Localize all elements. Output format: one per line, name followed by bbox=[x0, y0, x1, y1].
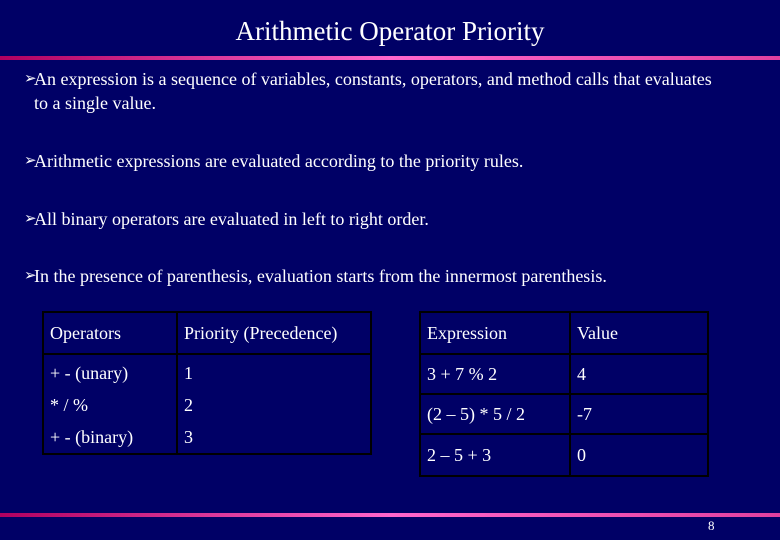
table-row bbox=[43, 354, 371, 454]
table-row bbox=[420, 434, 708, 476]
operator-group: + - (binary) bbox=[50, 427, 134, 447]
priorities-cell bbox=[177, 354, 371, 454]
value-cell: 4 bbox=[570, 354, 708, 394]
table-header-row bbox=[43, 312, 371, 354]
column-header-operators: Operators bbox=[43, 312, 177, 354]
page-number: 8 bbox=[708, 518, 715, 533]
bullet-text: Arithmetic expressions are evaluated according to the priority rules. bbox=[34, 151, 524, 171]
example-table bbox=[419, 311, 709, 477]
arrow-bullet-icon: ➢ bbox=[24, 153, 37, 169]
column-header-expression: Expression bbox=[420, 312, 570, 354]
table-row bbox=[420, 354, 708, 394]
arrow-bullet-icon: ➢ bbox=[24, 268, 37, 284]
bottom-divider bbox=[0, 513, 780, 517]
priority-value: 1 bbox=[184, 363, 193, 383]
expression-cell: 2 – 5 + 3 bbox=[420, 434, 570, 476]
operator-group: * / % bbox=[50, 395, 88, 415]
bullet-text: An expression is a sequence of variables, constants, operators, and method calls that evaluates to a single value. bbox=[34, 69, 712, 113]
top-divider bbox=[0, 56, 780, 60]
operator-group: + - (unary) bbox=[50, 363, 129, 383]
slide-title: Arithmetic Operator Priority bbox=[235, 16, 545, 46]
expression-cell: (2 – 5) * 5 / 2 bbox=[420, 394, 570, 434]
expression-cell: 3 + 7 % 2 bbox=[420, 354, 570, 394]
column-header-priority: Priority (Precedence) bbox=[177, 312, 371, 354]
priority-value: 3 bbox=[184, 427, 193, 447]
arrow-bullet-icon: ➢ bbox=[24, 71, 37, 87]
bullet-text: In the presence of parenthesis, evaluation starts from the innermost parenthesis. bbox=[34, 266, 607, 286]
arrow-bullet-icon: ➢ bbox=[24, 211, 37, 227]
bullet-text: All binary operators are evaluated in left to right order. bbox=[34, 209, 429, 229]
table-row bbox=[420, 394, 708, 434]
operators-cell bbox=[43, 354, 177, 454]
table-header-row bbox=[420, 312, 708, 354]
priority-value: 2 bbox=[184, 395, 193, 415]
value-cell: 0 bbox=[570, 434, 708, 476]
column-header-value: Value bbox=[570, 312, 708, 354]
priority-table bbox=[42, 311, 372, 455]
value-cell: -7 bbox=[570, 394, 708, 434]
